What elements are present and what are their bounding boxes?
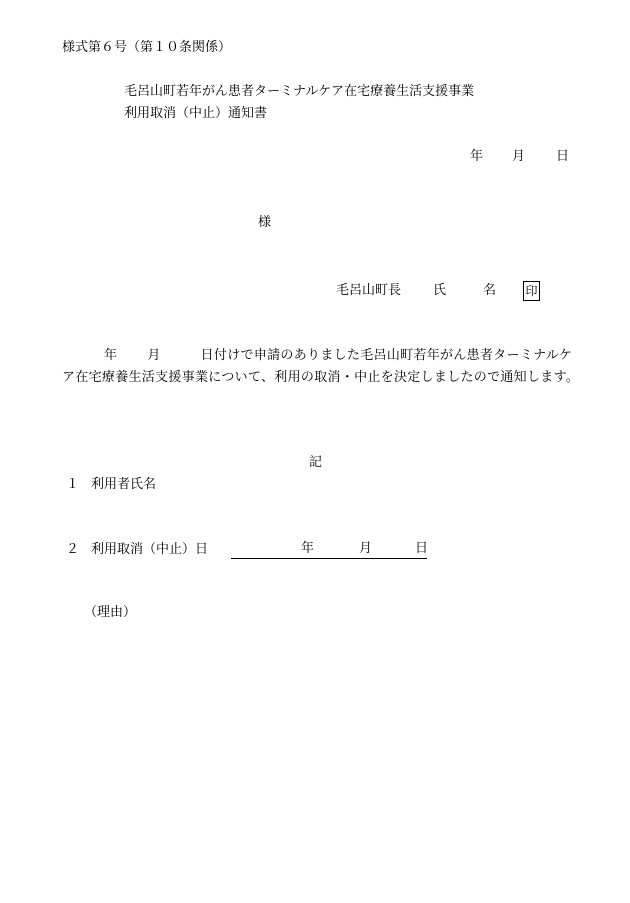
date-year-label: 年 <box>470 149 484 164</box>
item-1-number: １ <box>66 477 80 492</box>
issuer-shi-label: 氏 <box>433 283 447 298</box>
ki-heading: 記 <box>309 455 323 470</box>
issuer-mei-label: 名 <box>483 283 497 298</box>
cancel-date-month-label: 月 <box>359 541 373 556</box>
cancel-date-year-label: 年 <box>301 541 315 556</box>
addressee-suffix: 様 <box>258 215 272 230</box>
form-number: 様式第６号（第１０条関係） <box>62 40 232 55</box>
issuer-title: 毛呂山町長 <box>336 283 402 298</box>
body-year-label: 年 <box>104 348 118 363</box>
document-title-line1: 毛呂山町若年がん患者ターミナルケア在宅療養生活支援事業 <box>124 84 475 99</box>
notice-body <box>62 345 584 389</box>
date-day-label: 日 <box>556 149 570 164</box>
document-title-line2: 利用取消（中止）通知書 <box>124 106 268 121</box>
cancel-date-line <box>231 541 427 559</box>
cancel-date-day-label: 日 <box>415 541 429 556</box>
body-month-label: 月 <box>147 348 161 363</box>
item-2-number: ２ <box>66 542 80 557</box>
item-1-label: 利用者氏名 <box>91 477 157 492</box>
body-text: 日付けで申請のありました毛呂山町若年がん患者ターミナルケア在宅療養生活支援事業について、利用の取消・中止を決定しましたので通知します。 <box>62 348 580 385</box>
seal-box: 印 <box>523 281 540 301</box>
date-month-label: 月 <box>512 149 526 164</box>
reason-label: （理由） <box>84 605 137 620</box>
item-2-label: 利用取消（中止）日 <box>91 542 209 557</box>
